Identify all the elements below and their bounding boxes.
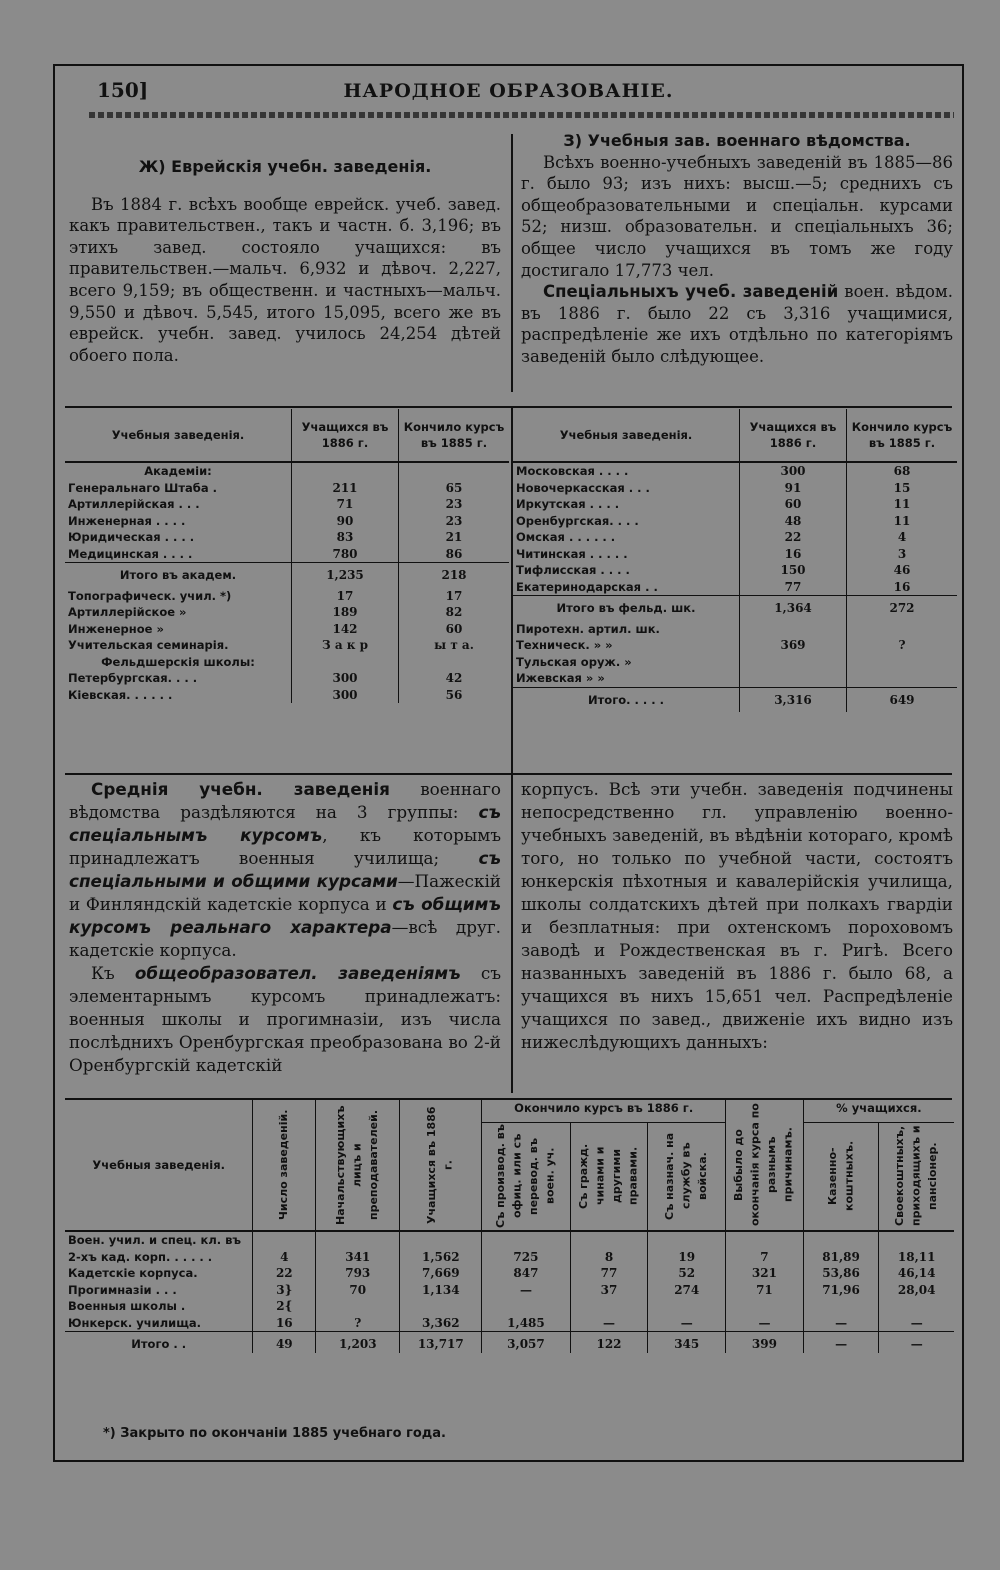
value-cell: 52 [648, 1265, 726, 1282]
paragraph: корпусъ. Всѣ эти учебн. заведенія подчинены непосредственно гл. управленію военно-учебныхъ заведеній, въ вѣдѣніи котораго, кромѣ того, но только по учебной части, состоятъ юнкерскія пѣхотныя и кавалерійскія училища, школы солдатскихъ дѣтей при полкахъ гвардіи и безплатныя: при охтенскомъ пороховомъ заводѣ и Рождественская въ г. Ригѣ. Всего названныхъ заведеній въ 1886 г. было 68, а учащихся въ нихъ 15,651 чел. Распредѣленіе учащихся по завед., движеніе ихъ видно изъ нижеслѣдующихъ данныхъ: [521, 779, 953, 1052]
value-cell: 7,669 [400, 1265, 482, 1282]
value-cell: 1,485 [482, 1315, 570, 1332]
column-header: Учащихся въ 1886 г. [292, 409, 399, 462]
value-cell [399, 654, 510, 671]
value-cell: — [648, 1315, 726, 1332]
section-heading: З) Учебныя зав. военнаго вѣдомства. [563, 131, 911, 150]
table-row [513, 670, 957, 687]
value-cell: 17 [399, 588, 510, 605]
value-cell [740, 670, 847, 687]
value-cell [879, 1298, 954, 1315]
row-label: Новочеркасская . . . [516, 480, 650, 495]
value-cell: 83 [292, 529, 399, 546]
footnote: *) Закрыто по окончаніи 1885 учебнаго года. [103, 1426, 446, 1441]
row-label: Артиллерійская . . . [68, 497, 200, 511]
value-cell: 23 [399, 513, 510, 530]
value-cell: 60 [740, 496, 847, 513]
value-cell: 71,96 [803, 1282, 879, 1299]
row-label: Юридическая . . . . [68, 530, 195, 544]
value-cell: ? [316, 1315, 400, 1332]
row-label: Фельдшерскія школы: [101, 654, 255, 669]
column-header: Съ гражд. чинами и другими правами. [570, 1123, 648, 1232]
subordination-text [521, 778, 953, 1054]
jewish-schools-section [69, 156, 501, 366]
value-cell: 369 [740, 637, 847, 654]
row-label: Екатеринодарская . . [516, 579, 658, 594]
book-page [53, 64, 964, 1462]
value-cell: 1,364 [740, 596, 847, 621]
value-cell: 3} [253, 1282, 316, 1299]
value-cell: 70 [316, 1282, 400, 1299]
value-cell: 56 [399, 687, 510, 704]
value-cell: 780 [292, 546, 399, 563]
row-label: Кадетскіе корпуса. [68, 1266, 198, 1280]
table-row [65, 604, 509, 621]
row-label: Кіевская. . . . . . [68, 687, 173, 702]
students-table [65, 1100, 954, 1353]
value-cell: 19 [648, 1231, 726, 1265]
value-cell: 23 [399, 496, 510, 513]
value-cell: 11 [847, 513, 958, 530]
row-label: Итого въ фельд. шк. [513, 596, 740, 621]
value-cell: 37 [570, 1282, 648, 1299]
value-cell [292, 462, 399, 480]
value-cell: — [726, 1315, 804, 1332]
row-label: Артиллерійское » [68, 605, 187, 619]
secondary-schools-text [69, 778, 501, 1077]
column-header: Учащихся въ 1886 г. [740, 409, 847, 462]
row-label: Юнкерск. училища. [68, 1315, 202, 1330]
table-total-row [65, 563, 509, 588]
row-label: Итого въ академ. [65, 563, 292, 588]
page-title: НАРОДНОЕ ОБРАЗОВАНІЕ. [343, 80, 674, 102]
table-row [513, 462, 957, 480]
column-header: % учащихся. [803, 1100, 954, 1123]
table-body [65, 462, 509, 703]
value-cell: З а к р [292, 637, 399, 654]
value-cell: 42 [399, 670, 510, 687]
value-cell: 7 [726, 1231, 804, 1265]
column-header: Своекоштныхъ, приходящихъ и пансіонер. [879, 1123, 954, 1232]
value-cell: 81,89 [803, 1231, 879, 1265]
value-cell: 60 [399, 621, 510, 638]
page-header [55, 78, 962, 110]
table-row [65, 1282, 954, 1299]
value-cell [399, 462, 510, 480]
value-cell: 65 [399, 480, 510, 497]
table-row [513, 621, 957, 638]
value-cell: ? [847, 637, 958, 654]
table-row [513, 496, 957, 513]
table-row [513, 513, 957, 530]
table-row [513, 654, 957, 671]
military-schools-section [521, 130, 953, 368]
column-header: Кончило курсъ въ 1885 г. [399, 409, 510, 462]
special-schools-table-left [65, 409, 509, 703]
value-cell: 150 [740, 562, 847, 579]
value-cell: 1,235 [292, 563, 399, 588]
table-row [65, 670, 509, 687]
table-row [65, 529, 509, 546]
value-cell: 211 [292, 480, 399, 497]
value-cell: 16 [253, 1315, 316, 1332]
value-cell: 1,134 [400, 1282, 482, 1299]
value-cell: 15 [847, 480, 958, 497]
table-row [513, 480, 957, 497]
table-row [65, 1231, 954, 1265]
value-cell [803, 1298, 879, 1315]
column-header: Учебныя заведенія. [65, 409, 292, 462]
table-row [65, 546, 509, 563]
value-cell: 3,362 [400, 1315, 482, 1332]
value-cell: 300 [292, 687, 399, 704]
value-cell: 22 [253, 1265, 316, 1282]
column-header: Учебныя заведенія. [65, 1100, 253, 1231]
section-paragraph: Всѣхъ военно-учебныхъ заведеній въ 1885—86 г. было 93; изъ нихъ: высш.—5; среднихъ съ общеобразовательными и спеціальн. курсами 52; низш. образовательн. и спеціальныхъ 36; общее число учащихся въ томъ же году достигало 17,773 чел. [521, 152, 953, 280]
column-header: Кончило курсъ въ 1885 г. [847, 409, 958, 462]
row-label: Техническ. » » [516, 638, 613, 652]
value-cell: 341 [316, 1231, 400, 1265]
value-cell: 28,04 [879, 1282, 954, 1299]
value-cell: 218 [399, 563, 510, 588]
value-cell: 68 [847, 462, 958, 480]
value-cell: 18,11 [879, 1231, 954, 1265]
value-cell [847, 621, 958, 638]
table-total-row [513, 687, 957, 712]
value-cell: 142 [292, 621, 399, 638]
row-label: Топографическ. учил. *) [68, 588, 232, 603]
table-row [65, 621, 509, 638]
row-label: Петербургская. . . . [68, 671, 198, 685]
row-label: Военныя школы . [68, 1299, 186, 1313]
column-header: Начальствующихъ лицъ и преподавателей. [316, 1100, 400, 1231]
table-body [513, 462, 957, 712]
table-row [65, 1265, 954, 1282]
table-row [513, 529, 957, 546]
row-label: Итого. . . . . [513, 687, 740, 712]
value-cell [847, 654, 958, 671]
special-schools-table-right [513, 409, 957, 712]
value-cell: — [570, 1315, 648, 1332]
value-cell [726, 1298, 804, 1315]
column-divider [511, 775, 513, 1093]
column-header: Съ производ. въ офиц. или съ перевод. въ воен. уч. [482, 1123, 570, 1232]
table-group-row [65, 462, 509, 480]
table-body [65, 1231, 954, 1332]
value-cell [648, 1298, 726, 1315]
value-cell: 300 [292, 670, 399, 687]
value-cell: 48 [740, 513, 847, 530]
value-cell: 17 [292, 588, 399, 605]
value-cell [292, 654, 399, 671]
column-divider [511, 134, 513, 392]
value-cell: 90 [292, 513, 399, 530]
value-cell: 321 [726, 1265, 804, 1282]
value-cell: 82 [399, 604, 510, 621]
row-label: Читинская . . . . . [516, 546, 628, 561]
row-label: Омская . . . . . . [516, 530, 616, 544]
column-header: Число заведеній. [253, 1100, 316, 1231]
value-cell: 274 [648, 1282, 726, 1299]
value-cell [400, 1298, 482, 1315]
row-label: Академіи: [144, 464, 212, 478]
value-cell: 2{ [253, 1298, 316, 1315]
column-header: Учащихся въ 1886 г. [400, 1100, 482, 1231]
value-cell: 16 [740, 546, 847, 563]
value-cell: 22 [740, 529, 847, 546]
column-header: Окончило курсъ въ 1886 г. [482, 1100, 726, 1123]
table-row [65, 1298, 954, 1315]
table-row [65, 687, 509, 704]
value-cell [740, 621, 847, 638]
row-label: Воен. учил. и спец. кл. въ 2-хъ кад. корп. . . . . . [68, 1233, 242, 1264]
section-heading: Ж) Еврейскія учебн. заведенія. [138, 157, 432, 176]
value-cell: 46,14 [879, 1265, 954, 1282]
table-row [65, 1315, 954, 1332]
section-paragraph: Спеціальныхъ учеб. заведеній воен. вѣдом. въ 1886 г. было 22 съ 3,316 учащимися, распредѣленіе же ихъ отдѣльно по категоріямъ заведеній было слѣдующее. [521, 282, 953, 366]
value-cell: 21 [399, 529, 510, 546]
table-row [65, 637, 509, 654]
value-cell: 77 [570, 1265, 648, 1282]
value-cell: 793 [316, 1265, 400, 1282]
table-row [65, 513, 509, 530]
value-cell: 649 [847, 687, 958, 712]
row-label: Тульская оруж. » [516, 654, 632, 669]
paragraph: Къ общеобразовател. заведеніямъ съ элементарнымъ курсомъ принадлежатъ: военныя школы и прогимназіи, изъ числа послѣднихъ Оренбургская преобразована во 2-й Оренбургскій кадетскій [69, 963, 501, 1075]
value-cell: 91 [740, 480, 847, 497]
column-header: Казенно-коштныхъ. [803, 1123, 879, 1232]
column-header: Учебныя заведенія. [513, 409, 740, 462]
value-cell: — [482, 1282, 570, 1299]
table-row [65, 588, 509, 605]
value-cell: 189 [292, 604, 399, 621]
table-row [513, 546, 957, 563]
value-cell [316, 1298, 400, 1315]
row-label: Иркутская . . . . [516, 497, 620, 511]
value-cell: — [879, 1315, 954, 1332]
table-row [65, 496, 509, 513]
value-cell: 4 [253, 1231, 316, 1265]
table-row [513, 579, 957, 596]
table-total-row: Итого . . 49 1,203 13,717 3,057 122 345 399 — — [65, 1332, 954, 1353]
value-cell [570, 1298, 648, 1315]
value-cell: 272 [847, 596, 958, 621]
value-cell [740, 654, 847, 671]
value-cell: 77 [740, 579, 847, 596]
value-cell: 11 [847, 496, 958, 513]
value-cell: 86 [399, 546, 510, 563]
section-paragraph: Въ 1884 г. всѣхъ вообще еврейск. учеб. завед. какъ правительствен., такъ и частн. б. 3,196; въ этихъ завед. состояло учащихся: въ правительствен.—мальч. 6,932 и дѣвоч. 2,227, всего 9,159; въ общественн. и частныхъ—мальч. 9,550 и дѣвоч. 5,545, итого 15,095, всего же въ еврейск. учебн. завед. училось 24,254 дѣтей обоего пола. [69, 194, 501, 365]
row-label: Пиротехн. артил. шк. [516, 621, 660, 636]
table-row [513, 562, 957, 579]
value-cell: 71 [726, 1282, 804, 1299]
row-label: Оренбургская. . . . [516, 513, 639, 528]
table-total-row [513, 596, 957, 621]
paragraph: Среднія учебн. заведенія военнаго вѣдомства раздѣляются на 3 группы: съ спеціальнымъ курсомъ, къ которымъ принадлежатъ военныя училища; съ спеціальными и общими курсами—Пажескій и Финляндскій кадетскіе корпуса и съ общимъ курсомъ реальнаго характера—всѣ друг. кадетскіе корпуса. [69, 779, 502, 960]
value-cell: 3,316 [740, 687, 847, 712]
value-cell: 71 [292, 496, 399, 513]
header-rule [89, 112, 954, 118]
column-header: Съ назнач. на службу въ войска. [648, 1123, 726, 1232]
value-cell: — [803, 1315, 879, 1332]
value-cell [847, 670, 958, 687]
value-cell: 3 [847, 546, 958, 563]
value-cell: 1,562 [400, 1231, 482, 1265]
row-label: Медицинская . . . . [68, 546, 193, 561]
value-cell: 847 [482, 1265, 570, 1282]
column-header: Выбыло до окончанія курса по разнымъ причинамъ. [726, 1100, 804, 1231]
row-label: Московская . . . . [516, 464, 629, 478]
value-cell: 300 [740, 462, 847, 480]
page-number: 150] [97, 78, 149, 102]
table-rule [65, 773, 952, 775]
row-label: Ижевская » » [516, 671, 605, 685]
row-label: Генеральнаго Штаба . [68, 480, 217, 495]
row-label: Учительская семинарія. [68, 638, 229, 652]
row-label: Инженерная . . . . [68, 513, 186, 528]
value-cell: 4 [847, 529, 958, 546]
value-cell: 53,86 [803, 1265, 879, 1282]
table-row [65, 480, 509, 497]
row-label: Тифлисская . . . . [516, 563, 630, 577]
table-rule [65, 406, 952, 408]
value-cell: ы т а. [399, 637, 510, 654]
value-cell: 725 [482, 1231, 570, 1265]
row-label: Прогимназіи . . . [68, 1282, 177, 1297]
table-group-row [65, 654, 509, 671]
row-label: Инженерное » [68, 621, 164, 636]
table-row [513, 637, 957, 654]
value-cell: 8 [570, 1231, 648, 1265]
value-cell: 46 [847, 562, 958, 579]
value-cell [482, 1298, 570, 1315]
value-cell: 16 [847, 579, 958, 596]
